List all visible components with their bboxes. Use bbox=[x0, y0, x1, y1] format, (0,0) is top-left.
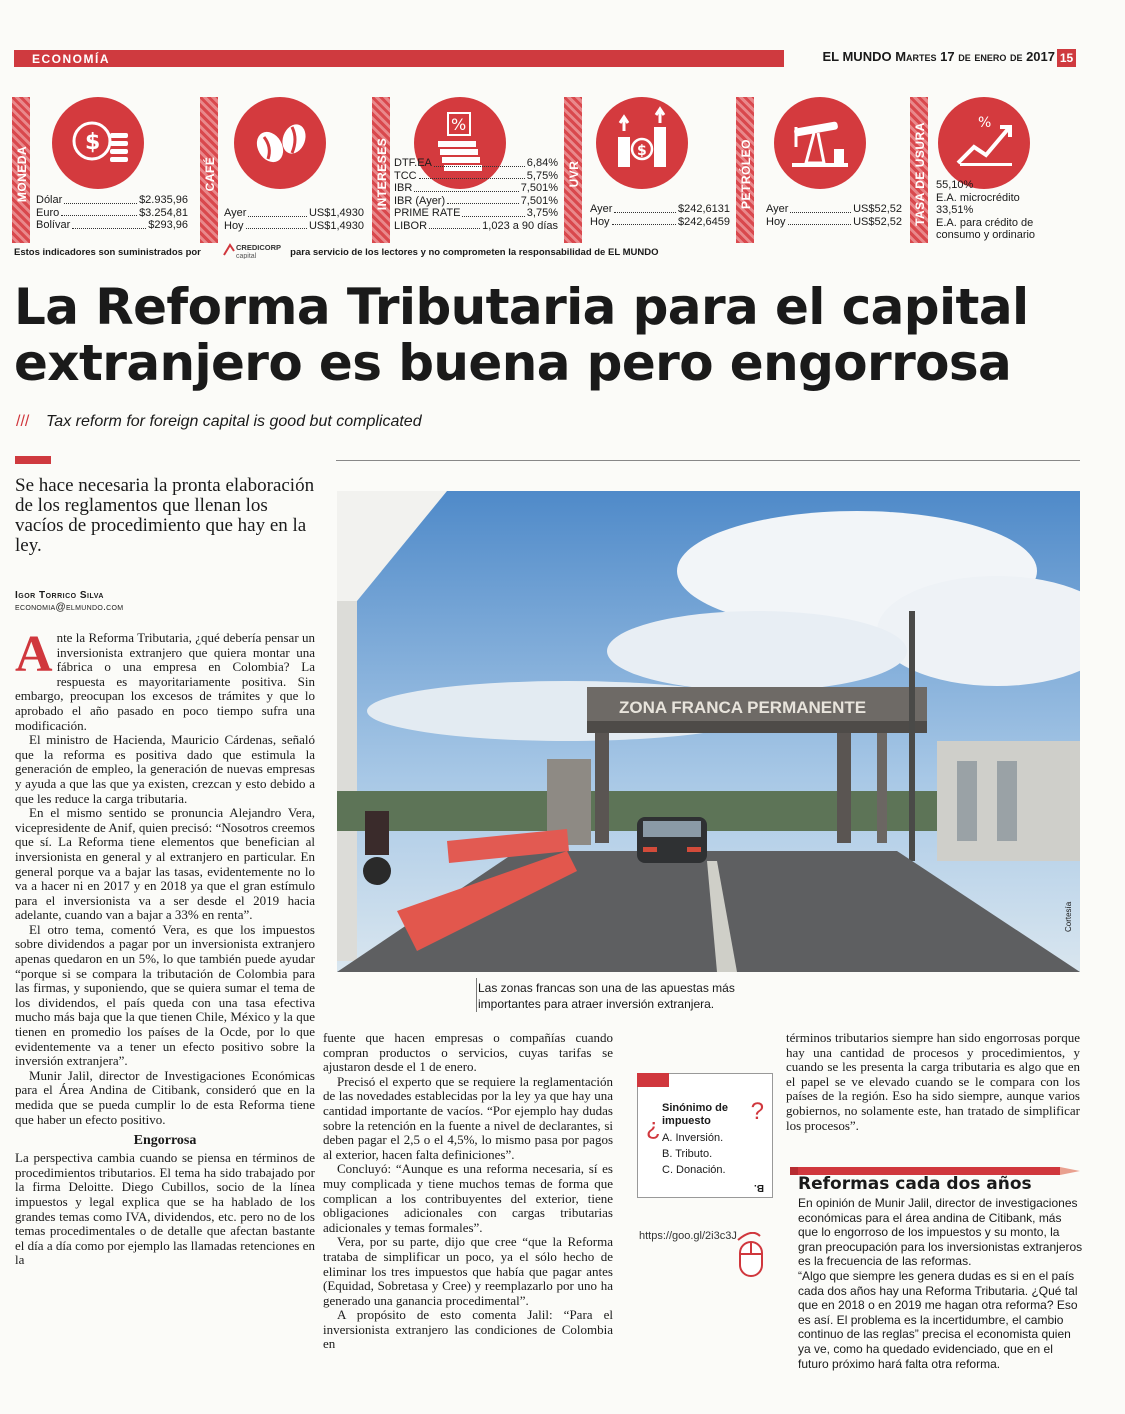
indicator-row bbox=[394, 170, 558, 183]
indicator-value: $242,6459 bbox=[678, 215, 730, 228]
indicator-petroleo bbox=[736, 97, 908, 243]
indicator-key: PRIME RATE bbox=[394, 207, 461, 219]
indicator-value: $242,6131 bbox=[678, 203, 730, 215]
indicator-value: 7,501% bbox=[520, 182, 558, 194]
headline-line-2: extranjero es buena pero engorrosa bbox=[14, 334, 1012, 392]
headline-line-1: La Reforma Tributaria para el capital bbox=[14, 278, 1029, 336]
indicator-label: TASA DE USURA bbox=[913, 122, 927, 226]
box-paragraph-1: En opinión de Munir Jalil, director de investigaciones económicas para el área andina de Citibank, más que lo engorroso de los impuestos y su monto, la gran preocupación para los inversionistas extranjeros es la frecuencia de las reformas. bbox=[798, 1196, 1083, 1269]
english-subtitle: Tax reform for foreign capital is good but complicated bbox=[46, 413, 422, 430]
lead-red-rule bbox=[15, 456, 51, 464]
usura-line: E.A. microcrédito bbox=[936, 191, 1020, 204]
author-email: economia@elmundo.com bbox=[15, 602, 124, 613]
quiz-option-a: A. Inversión. bbox=[662, 1132, 724, 1144]
dot-leader bbox=[414, 182, 518, 192]
indicator-value: 7,501% bbox=[520, 194, 558, 207]
quiz-option-b: B. Tributo. bbox=[662, 1148, 713, 1160]
photo-credit: Cortesía bbox=[1064, 901, 1073, 932]
oil-pump-icon bbox=[774, 97, 866, 189]
indicators-strip bbox=[12, 97, 1060, 243]
headline bbox=[14, 279, 1094, 391]
box-body bbox=[798, 1196, 1083, 1371]
indicator-key: Ayer bbox=[224, 207, 247, 219]
indicator-row bbox=[590, 216, 730, 229]
article-lead: Se hace necesaria la pronta elaboración de los reglamentos que llenan los vacíos de procedimiento que hay en la ley. bbox=[15, 475, 315, 556]
indicator-key: IBR (Ayer) bbox=[394, 194, 446, 207]
indicator-uvr bbox=[564, 97, 732, 243]
paragraph-9: Concluyó: “Aunque es una reforma necesaria, sí es muy complicada y tiene muchos temas de forma que complican a los contribuyentes del exterior, tiene obligaciones adicionales con cargas tributarias adicionales y temas formales”. bbox=[323, 1161, 613, 1235]
growth-building-icon bbox=[596, 97, 688, 189]
quiz-option-c: C. Donación. bbox=[662, 1164, 726, 1176]
indicator-value: $293,96 bbox=[148, 219, 188, 231]
indicator-label: PETRÓLEO bbox=[739, 139, 753, 210]
indicator-moneda bbox=[12, 97, 194, 243]
paragraph-10: Vera, por su parte, dijo que cree “que la Reforma trataba de simplificar un poco, ya el sólo hecho de eliminar los tres impuestos que había que pagar antes (Equidad, Sobretasa y Cree) y reemplazarlo por uno ha generado una ganancia procedimental”. bbox=[323, 1234, 613, 1308]
indicator-cafe bbox=[200, 97, 370, 243]
svg-text:$: $ bbox=[637, 143, 647, 159]
paragraph-2: El ministro de Hacienda, Mauricio Cárdenas, señaló que la reforma es positiva dado que estimula la generación de empleo, la generación de nuevas empresas y ayuda a que las que ya existen, crezcan y esto debido a que les reduce la carga tributaria. bbox=[15, 732, 315, 806]
gate-sign: ZONA FRANCA PERMANENTE bbox=[619, 698, 867, 717]
masthead bbox=[822, 49, 1055, 64]
indicator-row bbox=[766, 203, 902, 216]
dot-leader bbox=[614, 203, 676, 213]
svg-text:$: $ bbox=[85, 130, 101, 155]
dot-leader bbox=[248, 207, 307, 217]
indicator-row bbox=[394, 195, 558, 208]
percent-trend-icon bbox=[938, 97, 1030, 189]
indicator-key: Hoy bbox=[590, 215, 610, 228]
paragraph-text: nte la Reforma Tributaria, ¿qué debería pensar un inversionista extranjero que quiera montar una fábrica o una empresa en Colombia? La respuesta es mayoritariamente positiva. Sin embargo, preocupan los excesos de trámites y que lo aprobado el año pasado en poco tiempo sufra una modificación. bbox=[15, 630, 315, 733]
indicator-row bbox=[394, 220, 558, 233]
svg-text:%: % bbox=[978, 115, 992, 131]
paragraph-7: fuente que hacen empresas o compañías cuando compran productos o servicios, cuyas tarifas se ajustaron desde el 1 de enero. bbox=[323, 1030, 613, 1075]
indicator-value: US$1,4930 bbox=[308, 207, 364, 219]
quiz-url[interactable]: https://goo.gl/2i3c3J bbox=[639, 1230, 737, 1242]
indicator-key: TCC bbox=[394, 169, 417, 182]
indicator-key: Ayer bbox=[590, 203, 613, 215]
indicator-value: 6,84% bbox=[526, 157, 558, 169]
indicator-intereses bbox=[372, 97, 562, 243]
dot-leader bbox=[462, 207, 524, 217]
divider bbox=[336, 460, 1080, 461]
indicator-value: US$52,52 bbox=[853, 203, 902, 215]
indicator-label: MONEDA bbox=[15, 145, 29, 203]
slashes-decoration: /// bbox=[16, 413, 30, 430]
indicator-key: Ayer bbox=[766, 203, 789, 215]
indicator-key: Hoy bbox=[224, 219, 244, 232]
paragraph-1 bbox=[15, 626, 315, 733]
paragraph-12: términos tributarios siempre han sido engorrosas porque hay una cantidad de procesos y procedimientos, y cuando se les presenta la carga tributaria es algo que en el papel se ve elevado cuando se le compara con los países de la región. Eso ha sido siempre, aunque varios gobiernos, no solamente este, han tratado de simplificar los procesos”. bbox=[786, 1030, 1080, 1133]
indicator-value: US$1,4930 bbox=[308, 219, 364, 232]
usura-line: consumo y ordinario bbox=[936, 229, 1036, 241]
dot-leader bbox=[61, 207, 137, 217]
indicator-row bbox=[36, 194, 188, 207]
article-column-2 bbox=[323, 1031, 613, 1352]
section-tag bbox=[14, 50, 784, 67]
indicator-key: Bolívar bbox=[36, 219, 71, 231]
indicator-value: $3.254,81 bbox=[139, 206, 188, 219]
indicator-value: 3,75% bbox=[526, 207, 558, 219]
indicator-row bbox=[224, 220, 364, 233]
paragraph-5: Munir Jalil, director de Investigaciones Económicas para el Área Andina de Citibank, consideró que en la medida que se pueda cumplir lo de esta Reforma tiene que haber un efecto positivo. bbox=[15, 1067, 315, 1127]
paragraph-8: Precisó el experto que se requiere la reglamentación de las novedades establecidas por la ley ya que hay una cantidad importante de vacíos. “Por ejemplo hay dudas sobre la retención en la fuente a nivel de declarantes, si deben pagar el 2,5 o el 4,5%, lo mismo pasa por pagos al exterior, hacen falta definiciones”. bbox=[323, 1073, 613, 1162]
paragraph-3: En el mismo sentido se pronuncia Alejandro Vera, vicepresidente de Anif, quien precisó: “Nosotros creemos que sí. La Reforma tiene elementos que benefician al inversionista en general y al extranjero en particular. En general porque va a bajar las tasas, evidentemente no lo va a hacer ni en 2017 y en 2018 ya que el gran estímulo para el inversionista va a ser desde el 2019 hacia adelante, cuando van a bajar a 33% en renta”. bbox=[15, 805, 315, 923]
quiz-answer: B. bbox=[754, 1182, 764, 1193]
svg-text:%: % bbox=[451, 115, 467, 134]
indicator-key: Euro bbox=[36, 206, 60, 219]
indicator-row bbox=[590, 203, 730, 216]
paper-name: EL MUNDO bbox=[822, 49, 892, 64]
dot-leader bbox=[246, 220, 307, 230]
photo-caption: Las zonas francas son una de las apuestas más importantes para atraer inversión extranjera. bbox=[478, 981, 735, 1011]
paragraph-4: El otro tema, comentó Vera, es que los impuestos sobre dividendos a pagar por un inversionista extranjero apenas quedaron en un 5%, lo que también puede ayudar “porque si se compara la tributación de Colombia para las firmas, y suponiendo, que se quiera sumar el tema de los dividendos, el país queda con una tasa efectiva mucho más baja que la que tienen Chile, México y la que tienen en promedio los países de la Ocde, por lo que evidentemente va a tener un efecto positivo sobre la inversión extranjera”. bbox=[15, 921, 315, 1069]
indicator-value: US$52,52 bbox=[853, 215, 902, 228]
article-column-3 bbox=[786, 1031, 1080, 1133]
dot-leader bbox=[434, 157, 525, 167]
caption-rule bbox=[476, 978, 477, 1012]
indicator-label: INTERESES bbox=[375, 137, 389, 211]
drop-cap: A bbox=[15, 626, 53, 683]
dot-leader bbox=[64, 194, 137, 204]
indicator-row bbox=[394, 207, 558, 220]
page-number: 15 bbox=[1057, 49, 1076, 67]
disclaimer-post: para servicio de los lectores y no comprometen la responsabilidad de EL MUNDO bbox=[290, 247, 659, 258]
indicator-row bbox=[224, 207, 364, 220]
dot-leader bbox=[790, 203, 851, 213]
coins-icon bbox=[52, 97, 144, 189]
usura-line: 33,51% bbox=[936, 204, 974, 216]
indicator-row bbox=[394, 182, 558, 195]
indicators-disclaimer bbox=[14, 247, 658, 258]
quiz-tag bbox=[637, 1073, 669, 1087]
dot-leader bbox=[72, 219, 146, 229]
credicorp-logo bbox=[222, 241, 298, 259]
subhead-engorrosa: Engorrosa bbox=[133, 1133, 197, 1149]
indicator-row bbox=[766, 216, 902, 229]
mouse-icon bbox=[736, 1232, 766, 1280]
issue-date: Martes 17 de enero de 2017 bbox=[895, 49, 1055, 64]
indicator-key: Dólar bbox=[36, 194, 63, 206]
question-open-mark: ¿ bbox=[646, 1114, 661, 1141]
indicator-row bbox=[36, 207, 188, 220]
dot-leader bbox=[419, 170, 525, 180]
indicator-value: $2.935,96 bbox=[139, 194, 188, 206]
author-name: Igor Torrico Silva bbox=[15, 590, 104, 601]
sponsor-sub: capital bbox=[236, 253, 257, 259]
indicator-key: DTF.EA bbox=[394, 157, 432, 169]
quiz-box bbox=[637, 1073, 773, 1198]
box-title: Reformas cada dos años bbox=[798, 1174, 1032, 1194]
indicator-key: IBR bbox=[394, 182, 413, 194]
dot-leader bbox=[612, 216, 676, 226]
indicator-value: 1,023 a 90 días bbox=[482, 219, 558, 232]
sponsor-name: CREDICORP bbox=[236, 243, 282, 252]
indicator-row bbox=[36, 219, 188, 232]
paragraph-11: A propósito de esto comenta Jalil: “Para el inversionista extranjero las condiciones de Colombia en bbox=[323, 1307, 613, 1352]
box-paragraph-2: “Algo que siempre les genera dudas es si en el país cada dos años hay una Reforma Tributaria. ¿Qué tal que en 2018 o en 2019 me hagan otra reforma? Eso es así. El problema es la incertidumbre, el cambio continuo de las reglas” precisa el economista quien ya ve, como ha quedado evidenciado, que en el futuro próximo hará falta otra reforma. bbox=[798, 1268, 1078, 1371]
paragraph-6: La perspectiva cambia cuando se piensa en términos de procedimientos tributarios. El tema ha sido trabajado por la firma Deloitte. Diego Cubillos, socio de la línea impuestos y legal explica que se ha hablado de los grandes temas como IVA, dividendos, etc. pero no de los temas procedimentales o de detalle que afectan bastante el día a día como por ejemplo las llamadas retenciones en la bbox=[15, 1150, 315, 1268]
dot-leader bbox=[447, 195, 519, 205]
free-zone-photo bbox=[337, 491, 1080, 972]
dot-leader bbox=[788, 216, 852, 226]
article-column-1 bbox=[15, 626, 315, 1268]
indicator-label: CAFÉ bbox=[203, 156, 217, 192]
indicator-key: LIBOR bbox=[394, 219, 428, 232]
usura-line: E.A. para crédito de bbox=[936, 216, 1034, 229]
indicator-usura bbox=[910, 97, 1060, 243]
section-label: ECONOMÍA bbox=[32, 52, 110, 66]
question-close-mark: ? bbox=[750, 1098, 764, 1125]
coffee-beans-icon bbox=[234, 97, 326, 189]
pencil-rule-icon bbox=[790, 1162, 1080, 1170]
indicator-label: UVR bbox=[567, 160, 581, 188]
indicator-key: Hoy bbox=[766, 215, 786, 228]
usura-line: 55,10% bbox=[936, 179, 974, 191]
indicator-value: 5,75% bbox=[526, 169, 558, 182]
dot-leader bbox=[429, 220, 480, 230]
disclaimer-pre: Estos indicadores son suministrados por bbox=[14, 247, 201, 258]
quiz-title: Sinónimo de impuesto bbox=[662, 1102, 728, 1127]
indicator-row bbox=[394, 157, 558, 170]
